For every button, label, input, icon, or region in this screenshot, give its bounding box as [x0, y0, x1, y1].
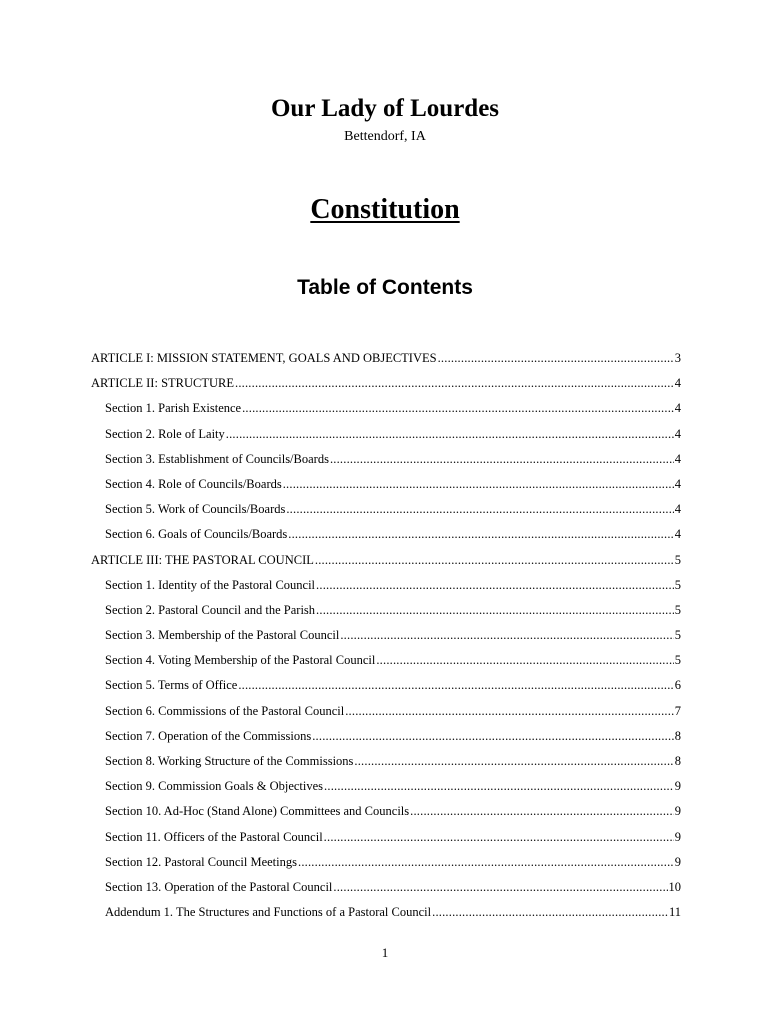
toc-section-entry[interactable]	[91, 699, 681, 724]
toc-section-entry[interactable]	[91, 749, 681, 774]
toc-entry-label: Section 12. Pastoral Council Meetings	[105, 854, 297, 869]
toc-entry-label: Section 2. Pastoral Council and the Parish	[105, 602, 316, 617]
toc-entry-label: Section 5. Work of Councils/Boards	[105, 502, 286, 517]
toc-dot-leader	[238, 673, 673, 698]
toc-entry-page: 7	[674, 703, 681, 718]
toc-section-entry[interactable]	[91, 850, 681, 875]
toc-entry-label: Section 4. Voting Membership of the Pastoral Council	[105, 653, 376, 668]
organization-location: Bettendorf, IA	[344, 129, 426, 144]
toc-entry-label: Section 1. Parish Existence	[105, 401, 242, 416]
document-title: Constitution	[310, 194, 460, 225]
toc-entry-page: 4	[674, 426, 681, 441]
toc-section-entry[interactable]	[91, 875, 681, 900]
toc-entry-label: ARTICLE III: THE PASTORAL COUNCIL	[91, 552, 314, 567]
toc-dot-leader	[354, 749, 673, 774]
toc-entry-label: Section 1. Identity of the Pastoral Council	[105, 577, 316, 592]
toc-dot-leader	[410, 799, 674, 824]
toc-article-entry[interactable]	[91, 548, 681, 573]
toc-entry-page: 4	[674, 451, 681, 466]
toc-section-entry[interactable]	[91, 598, 681, 623]
toc-entry-page: 4	[674, 476, 681, 491]
toc-dot-leader	[438, 346, 674, 371]
toc-section-entry[interactable]	[91, 497, 681, 522]
toc-section-entry[interactable]	[91, 648, 681, 673]
toc-entry-page: 4	[674, 502, 681, 517]
toc-section-entry[interactable]	[91, 774, 681, 799]
toc-entry-page: 4	[674, 376, 681, 391]
toc-dot-leader	[235, 371, 674, 396]
toc-article-entry[interactable]	[91, 346, 681, 371]
toc-entry-page: 3	[674, 351, 681, 365]
toc-entry-page: 5	[674, 653, 681, 668]
toc-entry-page: 5	[674, 552, 681, 567]
toc-section-entry[interactable]	[91, 623, 681, 648]
toc-section-entry[interactable]	[91, 900, 681, 925]
toc-dot-leader	[315, 548, 674, 573]
toc-section-entry[interactable]	[91, 673, 681, 698]
toc-entry-label: Section 7. Operation of the Commissions	[105, 728, 312, 743]
toc-article-entry[interactable]	[91, 371, 681, 396]
toc-entry-label: Section 10. Ad-Hoc (Stand Alone) Committees and Councils	[105, 804, 410, 819]
toc-entry-label: Section 6. Commissions of the Pastoral Council	[105, 703, 345, 718]
toc-dot-leader	[316, 598, 674, 623]
toc-dot-leader	[312, 724, 674, 749]
toc-entry-label: Section 13. Operation of the Pastoral Council	[105, 879, 333, 894]
toc-section-entry[interactable]	[91, 396, 681, 421]
toc-entry-page: 6	[674, 678, 681, 693]
toc-dot-leader	[376, 648, 673, 673]
toc-dot-leader	[298, 850, 674, 875]
toc-entry-page: 5	[674, 628, 681, 643]
toc-entry-page: 8	[674, 728, 681, 743]
toc-entry-page: 8	[674, 754, 681, 768]
toc-entry-page: 9	[674, 804, 681, 819]
toc-entry-page: 4	[674, 401, 681, 416]
toc-entry-label: ARTICLE II: STRUCTURE	[91, 376, 234, 391]
toc-section-entry[interactable]	[91, 422, 681, 447]
table-of-contents	[91, 346, 681, 925]
toc-entry-label: Section 3. Membership of the Pastoral Council	[105, 628, 340, 643]
toc-entry-label: ARTICLE I: MISSION STATEMENT, GOALS AND OBJECTIVES	[91, 351, 437, 365]
toc-dot-leader	[340, 623, 673, 648]
toc-dot-leader	[286, 497, 673, 522]
toc-dot-leader	[345, 699, 674, 724]
toc-entry-label: Section 5. Terms of Office	[105, 678, 238, 693]
toc-entry-page: 9	[674, 829, 681, 844]
toc-entry-page: 10	[668, 879, 681, 894]
toc-dot-leader	[432, 900, 668, 925]
toc-entry-page: 4	[674, 527, 681, 542]
toc-dot-leader	[324, 774, 674, 799]
organization-name: Our Lady of Lourdes	[270, 95, 500, 122]
page-number: 1	[381, 945, 389, 960]
toc-entry-label: Section 8. Working Structure of the Commissions	[105, 754, 354, 768]
toc-section-entry[interactable]	[91, 724, 681, 749]
toc-entry-label: Section 9. Commission Goals & Objectives	[105, 779, 324, 794]
toc-section-entry[interactable]	[91, 522, 681, 547]
toc-section-entry[interactable]	[91, 447, 681, 472]
toc-entry-page: 11	[668, 905, 681, 920]
toc-dot-leader	[226, 422, 674, 447]
toc-entry-label: Addendum 1. The Structures and Functions of a Pastoral Council	[105, 905, 432, 920]
toc-dot-leader	[288, 522, 673, 547]
toc-entry-label: Section 2. Role of Laity	[105, 426, 225, 441]
toc-dot-leader	[283, 472, 674, 497]
toc-entry-label: Section 4. Role of Councils/Boards	[105, 476, 282, 491]
toc-section-entry[interactable]	[91, 472, 681, 497]
toc-section-entry[interactable]	[91, 825, 681, 850]
toc-entry-page: 5	[674, 602, 681, 617]
toc-dot-leader	[324, 825, 674, 850]
toc-entry-page: 5	[674, 577, 681, 592]
toc-dot-leader	[333, 875, 667, 900]
toc-entry-page: 9	[674, 779, 681, 794]
toc-section-entry[interactable]	[91, 799, 681, 824]
toc-entry-label: Section 6. Goals of Councils/Boards	[105, 527, 288, 542]
toc-heading: Table of Contents	[297, 276, 473, 299]
toc-dot-leader	[242, 396, 674, 421]
toc-dot-leader	[330, 447, 674, 472]
toc-entry-label: Section 11. Officers of the Pastoral Council	[105, 829, 323, 844]
toc-entry-label: Section 3. Establishment of Councils/Boards	[105, 451, 329, 466]
toc-entry-page: 9	[674, 854, 681, 869]
toc-section-entry[interactable]	[91, 573, 681, 598]
toc-dot-leader	[316, 573, 674, 598]
